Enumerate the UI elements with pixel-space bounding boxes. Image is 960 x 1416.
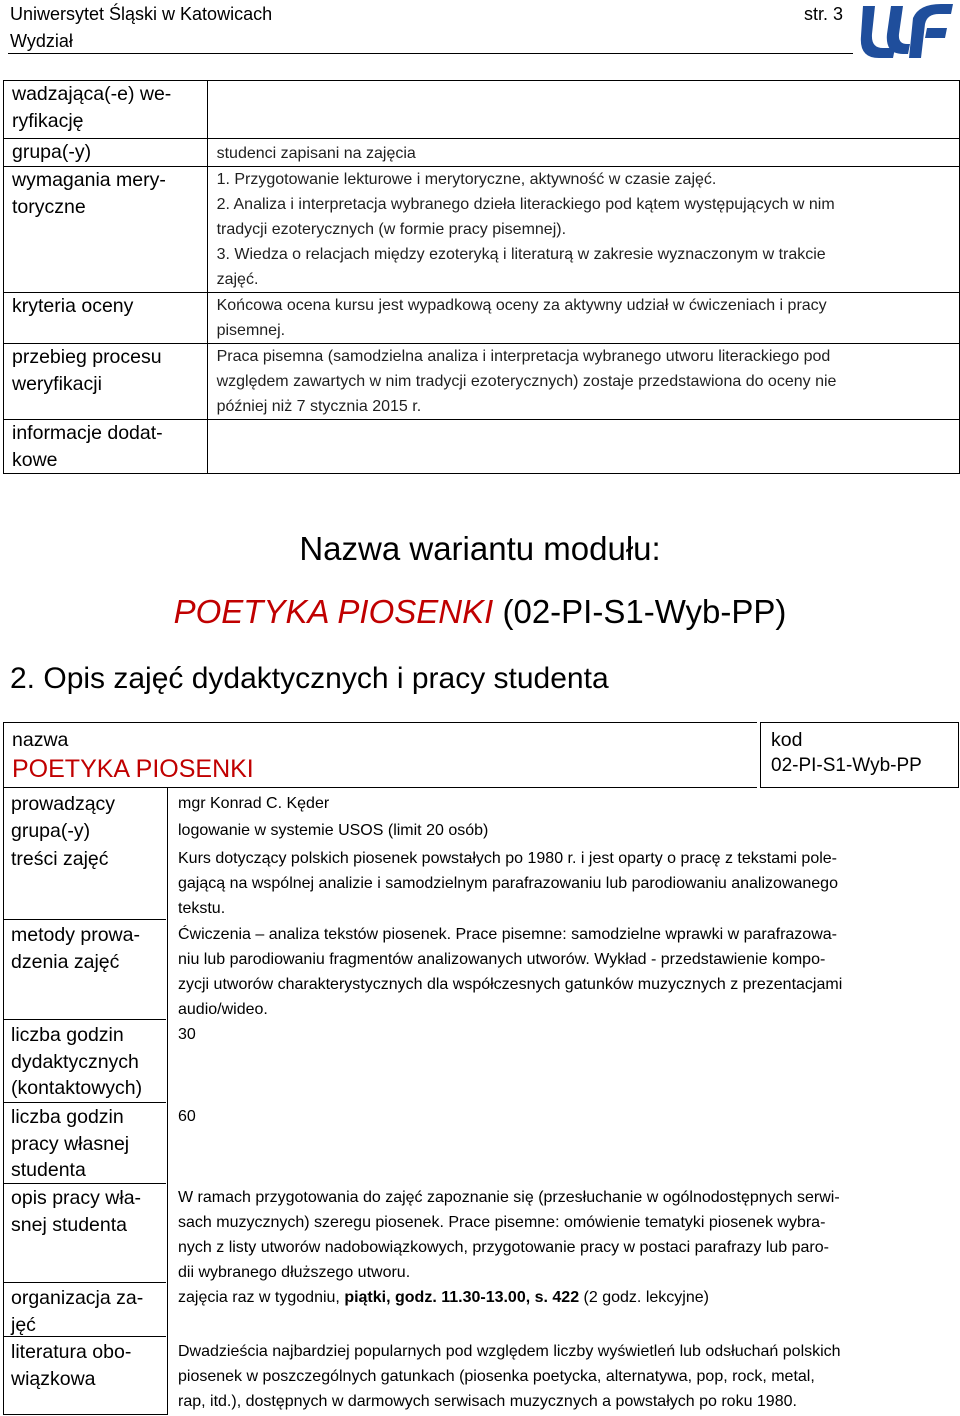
self-hours-label: liczba godzin pracy własnej studenta [11,1106,130,1181]
contact-hours-value: 30 [178,1026,196,1043]
organization-label: organizacja za- jęć [11,1287,144,1336]
instructor-value: mgr Konrad C. Kęder [178,795,330,812]
table-row: przebieg procesu weryfikacji Praca pisemna (samodzielna analiza i interpretacja wybranego utworu literackiego pod względem zawartych w nim tradycji ezoterycznych) zostaje przedstawiona do oceny nie później niż 7 stycznia 2015 r. [4,344,960,420]
group-label: grupa(-y) [11,820,91,842]
instructor-label: prowadzący [11,793,116,815]
university-logo-icon [855,0,955,66]
table-row: grupa(-y) studenci zapisani na zajęcia [4,139,960,167]
section-title: 2. Opis zajęć dydaktycznych i pracy studenta [10,662,609,695]
content-value: Kurs dotyczący polskich piosenek powstałych po 1980 r. i jest oparty o pracę z tekstami pole- gającą na wspólnej analizie i samodzielnym parafrazowaniu lub parodiowaniu analizowanego tekstu. [178,850,838,917]
row-divider [3,1183,166,1184]
group-value: logowanie w systemie USOS (limit 20 osób) [178,822,489,839]
variant-name: POETYKA PIOSENKI [173,593,494,630]
organization-value: zajęcia raz w tygodniu, piątki, godz. 11.30-13.00, s. 422 (2 godz. lekcyjne) [178,1289,709,1306]
course-name-label: nazwa [12,729,69,751]
contact-hours-label: liczba godzin dydaktycznych (kontaktowych) [11,1024,143,1099]
table-row: informacje dodat- kowe [4,420,960,474]
row-divider [3,1336,166,1337]
row-divider [3,1019,166,1020]
self-work-label: opis pracy wła- snej studenta [11,1187,142,1236]
methods-label: metody prowa- dzenia zajęć [11,924,140,973]
page-number: str. 3 [804,4,844,24]
header-rule [8,53,853,54]
table-row: wymagania mery- toryczne 1. Przygotowanie lekturowe i merytoryczne, aktywność w czasie zajęć. 2. Analiza i interpretacja wybranego dzieła literackiego pod kątem występujących w nim tradycji ezoterycznych (w formie pracy pisemnej). 3. Wiedza o relacjach między ezoteryką i literaturą w zakresie wyznaczonym w trakcie zajęć. [4,167,960,293]
course-name: POETYKA PIOSENKI [12,755,254,783]
course-code-box [760,722,959,788]
table-row: kryteria oceny Końcowa ocena kursu jest wypadkową oceny za aktywny udział w ćwiczeniach i pracy pisemnej. [4,293,960,344]
course-code-label: kod [771,729,803,751]
self-hours-value: 60 [178,1108,196,1125]
literature-label: literatura obo- wiązkowa [11,1341,132,1390]
verification-table [3,80,960,474]
self-work-value: W ramach przygotowania do zajęć zapoznanie się (przesłuchanie w ogólnodostępnych serwi- sach muzycznych) szeregu piosenek. Prace pisemne: omówienie tematyki piosenek wybra- nych z listy utworów nadobowiązkowych, przygotowanie pracy w postaci parafrazy lub paro- dii wybranego dłuższego utworu. [178,1189,840,1281]
row-divider [3,1102,166,1103]
literature-value: Dwadzieścia najbardziej popularnych pod względem liczby wyświetleń lub odsłuchań polskich piosenek w poszczególnych gatunkach (piosenka poetycka, alternatywa, pop, rock, metal, rap, itd.), dostępnych w darmowych serwisach muzycznych a powstałych po roku 1980. [178,1343,841,1410]
variant-title [0,593,960,631]
variant-heading: Nazwa wariantu modułu: [299,530,661,567]
course-name-box [3,722,757,788]
row-divider [3,1282,166,1283]
row-divider [3,919,166,920]
university-name: Uniwersytet Śląski w Katowicach [10,4,273,24]
table-row: wadzająca(-e) we- ryfikację [4,81,960,139]
methods-value: Ćwiczenia – analiza tekstów piosenek. Prace pisemne: samodzielne wprawki w parafrazowa- niu lub parodiowaniu fragmentów analizowanych utworów. Wykład - przedstawienie kompo- zycji utworów charakterystycznych dla współczesnych gatunków muzycznych z prezentacjami audio/wideo. [178,926,843,1018]
variant-code: (02-PI-S1-Wyb-PP) [502,593,787,630]
course-code: 02-PI-S1-Wyb-PP [771,755,922,776]
content-label: treści zajęć [11,848,109,870]
faculty-name: Wydział [10,31,73,51]
